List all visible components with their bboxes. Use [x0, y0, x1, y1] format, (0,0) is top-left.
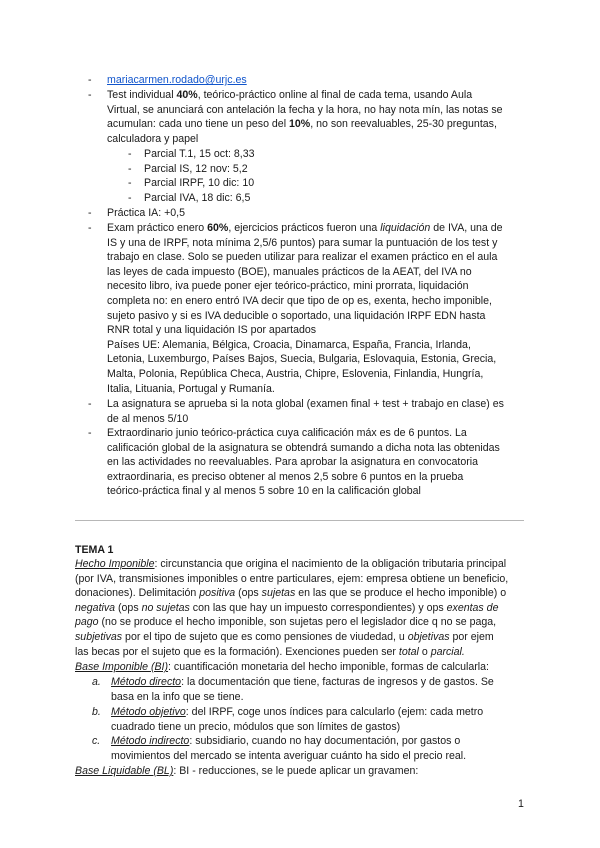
base-liquidable-line: Base Liquidable (BL): BI - reducciones, se le puede aplicar un gravamen: — [75, 765, 419, 777]
horizontal-divider — [75, 520, 524, 521]
term-base-imponible: Base Imponible (BI) — [75, 661, 169, 673]
parciales-list — [128, 147, 428, 205]
parcial-item: - Parcial IRPF, 10 dic: 10 — [128, 177, 255, 190]
aprueba-item: - La asignatura se aprueba si la nota global (examen final + test + trabajo en clase) es de al menos 5/10 — [88, 398, 504, 425]
section-title: TEMA 1 — [75, 544, 114, 556]
email-link[interactable]: mariacarmen.rodado@urjc.es — [107, 74, 247, 86]
metodo-item: b. Método objetivo: del IRPF, coge unos índices para calcularlo (ejem: cada metro cuadrado tiene un precio, módulos que son límites de gastos) — [92, 706, 484, 733]
hecho-imponible-paragraph: Hecho Imponible: circunstancia que origina el nacimiento de la obligación tributaria principal (por IVA, transmisiones imponibles o entre particulares, ejem: empresa obtiene un beneficio, donaciones). Delimitación positiva (ops sujetas en las que se produce el hecho imponible) o negativa (ops no sujetas con las que hay un impuesto correspondientes) y ops exentas de pago (no se produce el hecho imponible, son sujetas pero el legislador dice q no se paga, subjetivas por el tipo de sujeto que es como pensiones de viudedad, u objetivas por ejem las becas por el sujeto que es la formación). Exenciones pueden ser total o parcial. — [75, 558, 509, 658]
bullet-dash: - — [88, 89, 92, 101]
page-number: 1 — [518, 798, 524, 810]
extraordinario-item: - Extraordinario junio teórico-práctica cuya calificación máx es de 6 puntos. La calificación global de la asignatura se obtendrá sumando a dicha nota las obtenidas en las actividades no reevaluables. Para aprobar la asignatura en convocatoria extraordinaria, es preciso obtener al menos 2,5 sobre 6 puntos en la prueba teórico-práctica final y al menos 5 sobre 10 en la calificación global — [88, 427, 500, 498]
exam-line-1: Exam práctico enero 60%, ejercicios prácticos fueron una liquidación de IVA, una de — [107, 222, 503, 234]
metodo-item: c. Método indirecto: subsidiario, cuando no hay documentación, por gastos o movimientos del mercado se intenta averiguar cuánto ha sido el precio real. — [92, 735, 467, 762]
test-item — [88, 88, 528, 146]
bullet-dash: - — [88, 74, 92, 86]
test-line-3: acumulan: cada uno tiene un peso del 10%, no son reevaluables, 25-30 preguntas, — [107, 118, 497, 131]
parcial-item: - Parcial T.1, 15 oct: 8,33 — [128, 148, 255, 160]
email-item — [88, 73, 528, 88]
parcial-item: - Parcial IS, 12 nov: 5,2 — [128, 162, 248, 175]
metodo-item: a. Método directo: la documentación que tiene, facturas de ingresos y de gastos. Se basa en la info que se tiene. — [92, 676, 494, 703]
exam-item: - Exam práctico enero 60%, ejercicios prácticos fueron una liquidación de IVA, una de IS y una de IRPF, nota mínima 2,5/6 puntos) para sumar la puntuación de los test y trabajo en clase. Solo se pueden utilizar para realizar el examen práctico en el aula las leyes de cada impuesto (BOE), manuales prácticos de la AEAT, del IVA no necesito libro, iva puede poner ejer teórico-práctico, mini prorrata, liquidación completa no: en enero entró IVA decir que tipo de op es, exenta, hecho imponible, sujeto pasivo y si es IVA deducible o soportado, una liquidación IRPF EDN hasta RNR total y una liquidación IS por apartados Países UE: Alemania, Bélgica, Croacia, Dinamarca, España, Francia, Irlanda, Letonia, Luxemburgo, Países Bajos, Suecia, Bulgaria, Eslovaquia, Estonia, Grecia, Malta, Polonia, República Checa, Austria, Chipre, Eslovenia, Finlandia, Hungría, Italia, Lituania, Portugal y Rumanía. — [88, 221, 528, 396]
paises-line: Países UE: Alemania, Bélgica, Croacia, Dinamarca, España, Francia, Irlanda, — [107, 338, 471, 351]
term-hecho-imponible: Hecho Imponible — [75, 558, 155, 570]
parcial-item: - Parcial IVA, 18 dic: 6,5 — [128, 191, 251, 204]
test-line-2: Virtual, se anunciará con antelación la fecha y la hora, no hay nota mín, las notas se — [107, 103, 503, 116]
test-line-1: Test individual 40%, teórico-práctico online al final de cada tema, usando Aula — [107, 89, 473, 101]
term-base-liquidable: Base Liquidable (BL) — [75, 765, 174, 777]
practica-item: - Práctica IA: +0,5 — [88, 207, 186, 219]
test-line-4: calculadora y papel — [107, 132, 199, 145]
base-imponible-line: Base Imponible (BI): cuantificación monetaria del hecho imponible, formas de calcularla: — [75, 661, 489, 673]
